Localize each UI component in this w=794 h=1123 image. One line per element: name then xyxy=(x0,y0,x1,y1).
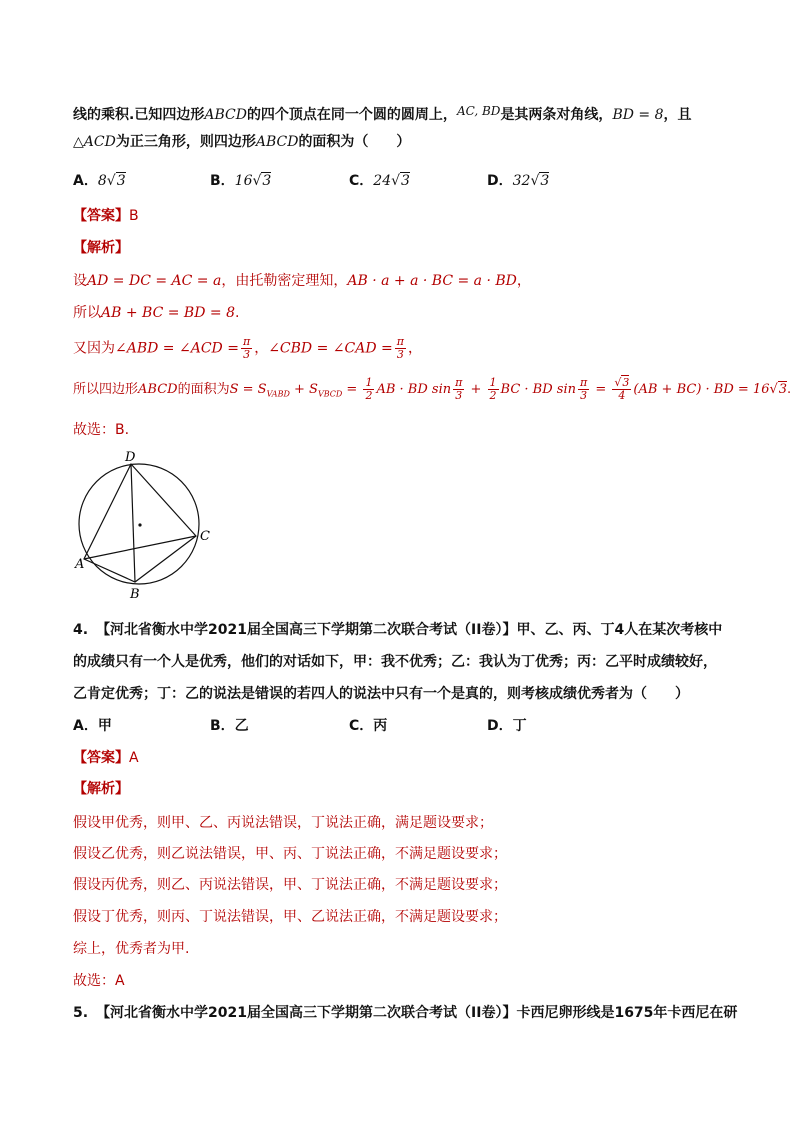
q4-step-4: 假设丁优秀，则丙、丁说法错误，甲、乙说法正确，不满足题设要求； xyxy=(73,909,507,925)
q4-step-3: 假设丙优秀，则乙、丙说法错误，甲、丁说法正确，不满足题设要求； xyxy=(73,877,507,893)
fraction-pi-over-3: $\frac{\pi}{3}$ xyxy=(396,335,404,361)
q4-option-b: B．乙 xyxy=(210,718,249,734)
q4-conclusion: 故选：A xyxy=(73,973,125,989)
cyclic-quadrilateral-figure xyxy=(72,448,222,603)
q3-option-b: B．16√3 xyxy=(210,173,272,189)
label-d: D xyxy=(125,450,136,465)
quadrilateral-abcd xyxy=(84,464,196,582)
q4-line-2: 的成绩只有一个人是优秀，他们的对话如下，甲：我不优秀；乙：我认为丁优秀；丙：乙平时成绩较好， xyxy=(73,654,717,670)
label-c: C xyxy=(200,529,210,544)
q5-line-1: 5. 【河北省衡水中学2021届全国高三下学期第二次联合考试（II卷）】卡西尼卵形线是1675年卡西尼在研 xyxy=(73,1005,738,1021)
q3-answer: 【答案】B xyxy=(73,208,139,224)
q4-option-c: C．丙 xyxy=(349,718,388,734)
fraction-pi-over-3: $\frac{\pi}{3}$ xyxy=(242,335,251,361)
q3-analysis-heading: 【解析】 xyxy=(73,240,129,256)
q4-option-a: A．甲 xyxy=(73,718,112,734)
label-a: A xyxy=(75,557,85,572)
q4-step-1: 假设甲优秀，则甲、乙、丙说法错误，丁说法正确，满足题设要求； xyxy=(73,815,493,831)
q4-line-1: 4. 【河北省衡水中学2021届全国高三下学期第二次联合考试（II卷）】甲、乙、丙、丁4人在某次考核中 xyxy=(73,622,723,638)
q3-conclusion: 故选：B. xyxy=(73,422,130,438)
diagonal-bd xyxy=(131,464,135,582)
q3-line-2: △ACD为正三角形，则四边形ABCD的面积为（ ） xyxy=(73,134,411,150)
q3-solution-line-2: 所以AB + BC = BD = 8. xyxy=(73,305,240,321)
label-b: B xyxy=(130,587,140,602)
q4-step-5: 综上，优秀者为甲. xyxy=(73,941,190,957)
q3-solution-line-1: 设AD = DC = AC = a，由托勒密定理知，AB · a + a · BC = a · BD， xyxy=(73,273,531,289)
q4-step-2: 假设乙优秀，则乙说法错误，甲、丙、丁说法正确，不满足题设要求； xyxy=(73,846,507,862)
q3-line-1: 线的乘积.已知四边形ABCD的四个顶点在同一个圆的圆周上，AC, BD是其两条对角线，BD = 8，且 xyxy=(73,104,692,123)
q3-solution-line-4: 所以四边形ABCD的面积为$S = S_{VABD} + S_{VBCD}$ = $\frac{1}{2}$ AB · BD sin $\frac{\pi}{3}$ + $\frac{1}{2}$ BC · BD sin $\frac{\pi}{3}$ = $\frac{√3}{4}$ (AB + BC) · BD = 16√3. xyxy=(73,376,792,402)
q3-option-a: A．8√3 xyxy=(73,173,126,189)
q4-analysis-heading: 【解析】 xyxy=(73,781,129,797)
q4-answer: 【答案】A xyxy=(73,750,139,766)
q3-solution-line-3: 又因为∠ABD = ∠ACD = $\frac{\pi}{3}$ ，∠CBD = ∠CAD = $\frac{\pi}{3}$ ， xyxy=(73,335,422,361)
q3-option-c: C．24√3 xyxy=(349,173,410,189)
q3-option-d: D．32√3 xyxy=(487,173,550,189)
q4-option-d: D．丁 xyxy=(487,718,527,734)
q4-line-3: 乙肯定优秀；丁：乙的说法是错误的若四人的说法中只有一个是真的，则考核成绩优秀者为（ ） xyxy=(73,686,689,702)
circle-center-dot xyxy=(138,523,141,526)
diagonal-ac xyxy=(84,536,196,559)
